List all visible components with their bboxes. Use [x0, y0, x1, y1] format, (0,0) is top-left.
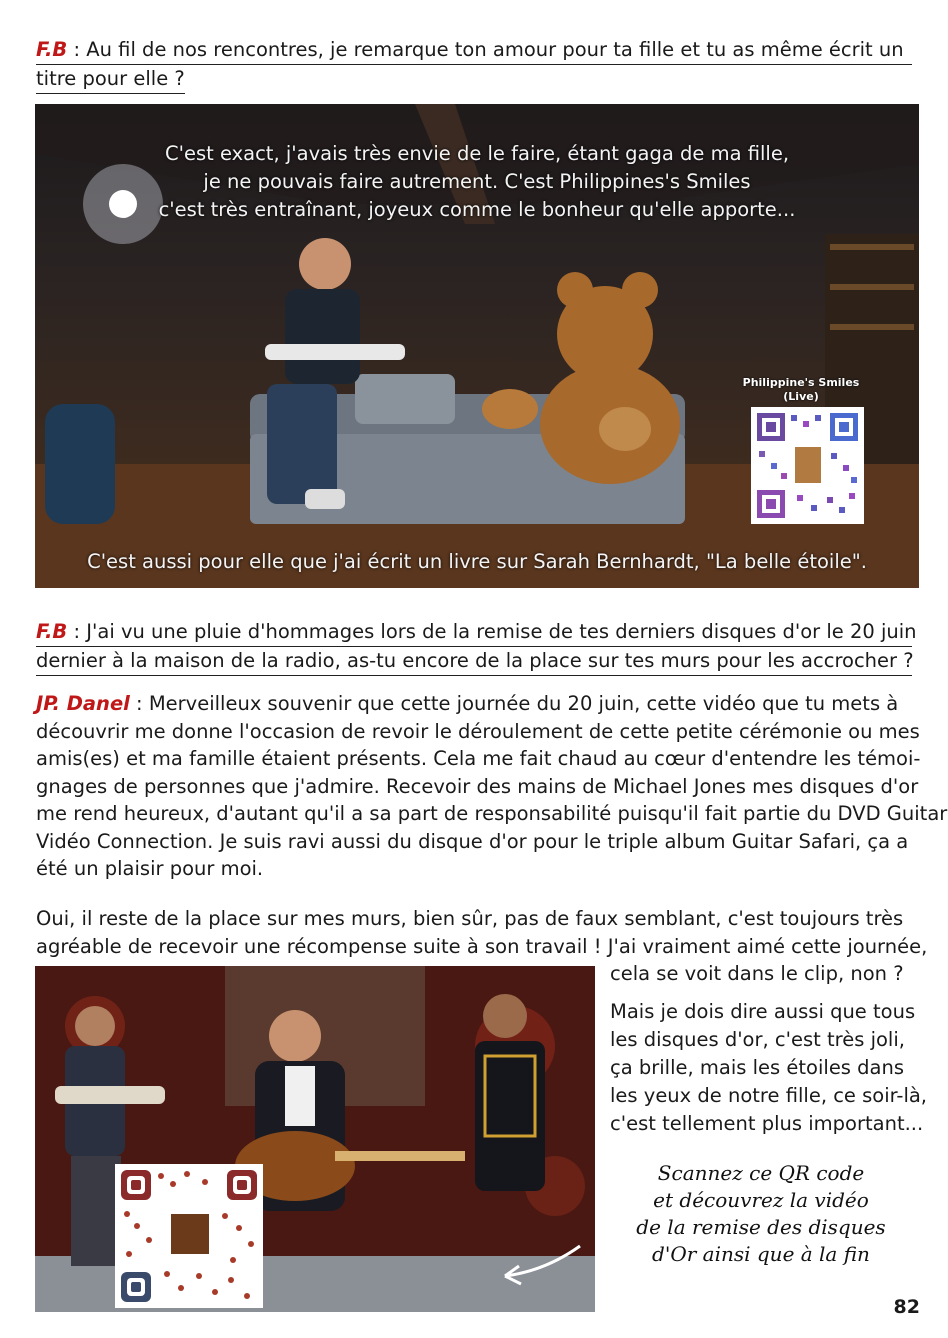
qr-code-icon: [751, 407, 864, 524]
handwritten-note: Scannez ce QR code et découvrez la vidéo de la remise des disques d'Or ainsi que à la fin: [636, 1161, 886, 1266]
question-2-line-2: dernier à la maison de la radio, as-tu encore de la place sur tes murs pour les accrocher ?: [36, 647, 912, 676]
speaker-label: JP. Danel: [36, 692, 130, 715]
qr-code-gold-record-video[interactable]: [115, 1164, 263, 1308]
photo-gold-record-ceremony: [35, 966, 595, 1312]
answer-2: Oui, il reste de la place sur mes murs, bien sûr, pas de faux semblant, c'est toujours très agréable de recevoir une récompense suite à son travail ! J'ai vraiment aimé cette journée,: [36, 907, 928, 958]
qr-code-icon: [115, 1164, 263, 1308]
speaker-label: F.B: [36, 38, 68, 61]
page-number: 82: [893, 1296, 920, 1318]
caption-bottom: C'est aussi pour elle que j'ai écrit un livre sur Sarah Bernhardt, "La belle étoile".: [87, 550, 867, 573]
question-2: [36, 618, 917, 676]
answer-2-line-3: cela se voit dans le clip, non ?: [610, 962, 904, 985]
answer-1: JP. Danel : Merveilleux souvenir que cette journée du 20 juin, cette vidéo que tu mets à découvrir me donne l'occasion de revoir le déroulement de cette petite cérémonie ou mes amis(es) et ma famille étaient présents. Cela me fait chaud au cœur d'entendre les témoi- gnages de personnes que j'admire. Recevoir des mains de Michael Jones mes disques d'or me rend heureux, d'autant qu'il a sa part de responsabilité puisqu'il fait partie du DVD Guitar Vidéo Connection. Je suis ravi aussi du disque d'or pour le triple album Guitar Safari, ça a été un plaisir pour moi.: [36, 692, 948, 880]
speaker-label: F.B: [36, 620, 68, 643]
question-1: [36, 36, 912, 94]
caption-top: C'est exact, j'avais très envie de le faire, étant gaga de ma fille, je ne pouvais faire autrement. C'est Philippines's Smiles c'est très entraînant, joyeux comme le bonheur qu'elle apporte...: [158, 142, 796, 221]
answer-3: Mais je dois dire aussi que tous les disques d'or, c'est très joli, ça brille, mais les étoiles dans les yeux de notre fille, ce soir-là, c'est tellement plus important...: [610, 1000, 928, 1135]
qr-code-philippines-smiles[interactable]: [751, 407, 864, 524]
question-1-line-2: titre pour elle ?: [36, 65, 185, 94]
question-1-line-1: F.B : Au fil de nos rencontres, je remarque ton amour pour ta fille et tu as même écrit un: [36, 36, 912, 65]
question-2-line-1: F.B : J'ai vu une pluie d'hommages lors de la remise de tes derniers disques d'or le 20 juin: [36, 618, 912, 647]
photo-guitarist-teddy-bear: [35, 104, 919, 588]
qr-label-philippines-smiles: Philippine's Smiles (Live): [742, 376, 860, 403]
